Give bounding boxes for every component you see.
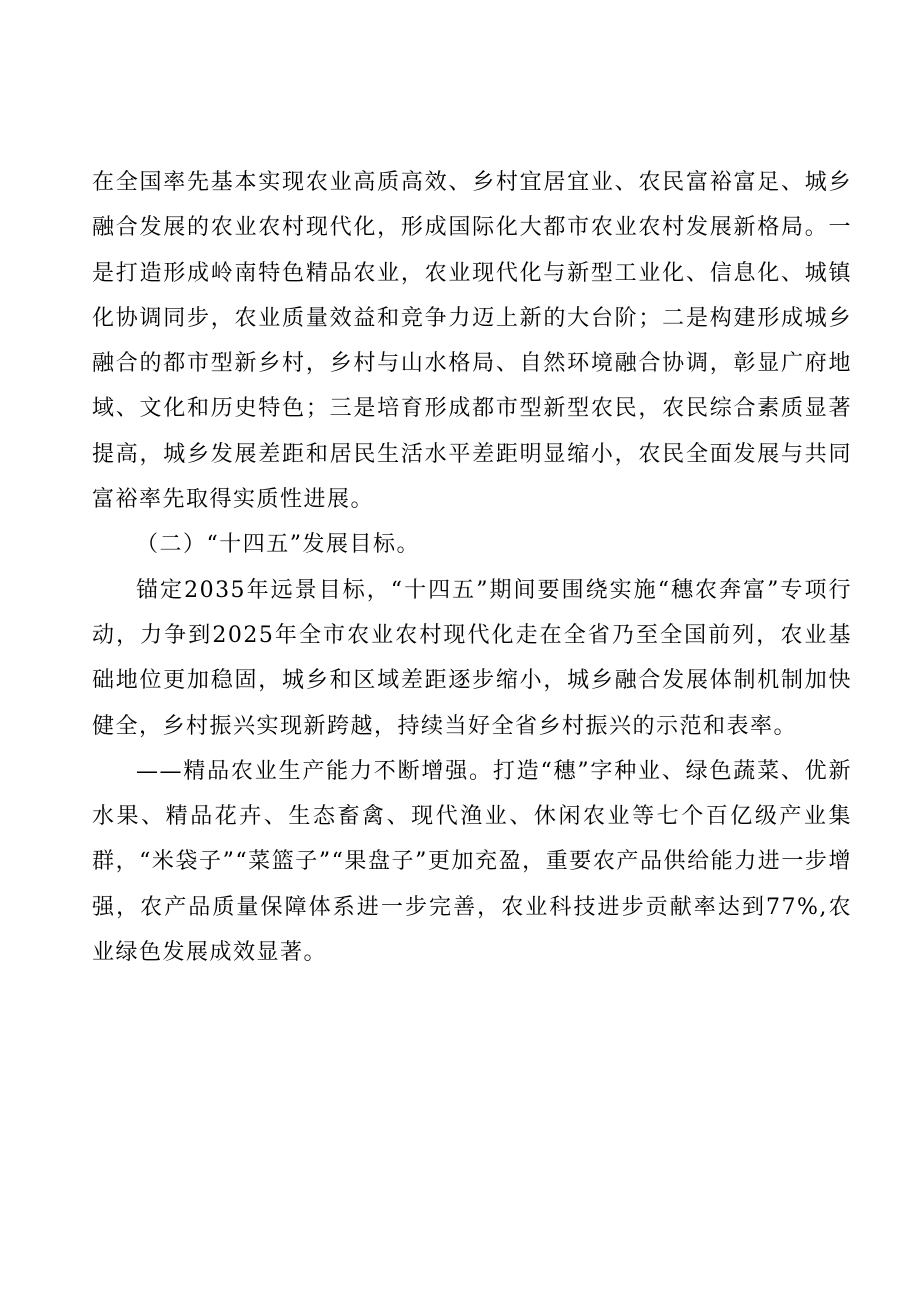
paragraph-modernization-goals: 在全国率先基本实现农业高质高效、乡村宜居宜业、农民富裕富足、城乡融合发展的农业农村现代化，形成国际化大都市农业农村发展新格局。一是打造形成岭南特色精品农业，农业现代化与新型工业化、信息化、城镇化协调同步，农业质量效益和竞争力迈上新的大台阶；二是构建形成城乡融合的都市型新乡村，乡村与山水格局、自然环境融合协调，彰显广府地域、文化和历史特色；三是培育形成都市型新型农民，农民综合素质显著提高，城乡发展差距和居民生活水平差距明显缩小，农民全面发展与共同富裕率先取得实质性进展。 bbox=[92, 170, 852, 513]
section-heading-14th-five-year-goals: （二）“十四五”发展目标。 bbox=[136, 532, 420, 558]
paragraph-premium-agriculture: ——精品农业生产能力不断增强。打造“穗”字种业、绿色蔬菜、优新水果、精品花卉、生态畜禽、现代渔业、休闲农业等七个百亿级产业集群，“米袋子”“菜篮子”“果盘子”更加充盈，重要农产品供给能力进一步增强，农产品质量保障体系进一步完善，农业科技进步贡献率达到77%,农业绿色发展成效显著。 bbox=[92, 758, 852, 966]
paragraph-2035-vision: 锚定2035年远景目标，“十四五”期间要围绕实施“穗农奔富”专项行动，力争到2025年全市农业农村现代化走在全省乃至全国前列，农业基础地位更加稳固，城乡和区域差距逐步缩小，城乡融合发展体制机制加快健全，乡村振兴实现新跨越，持续当好全省乡村振兴的示范和表率。 bbox=[92, 577, 852, 739]
document-body bbox=[92, 160, 852, 975]
